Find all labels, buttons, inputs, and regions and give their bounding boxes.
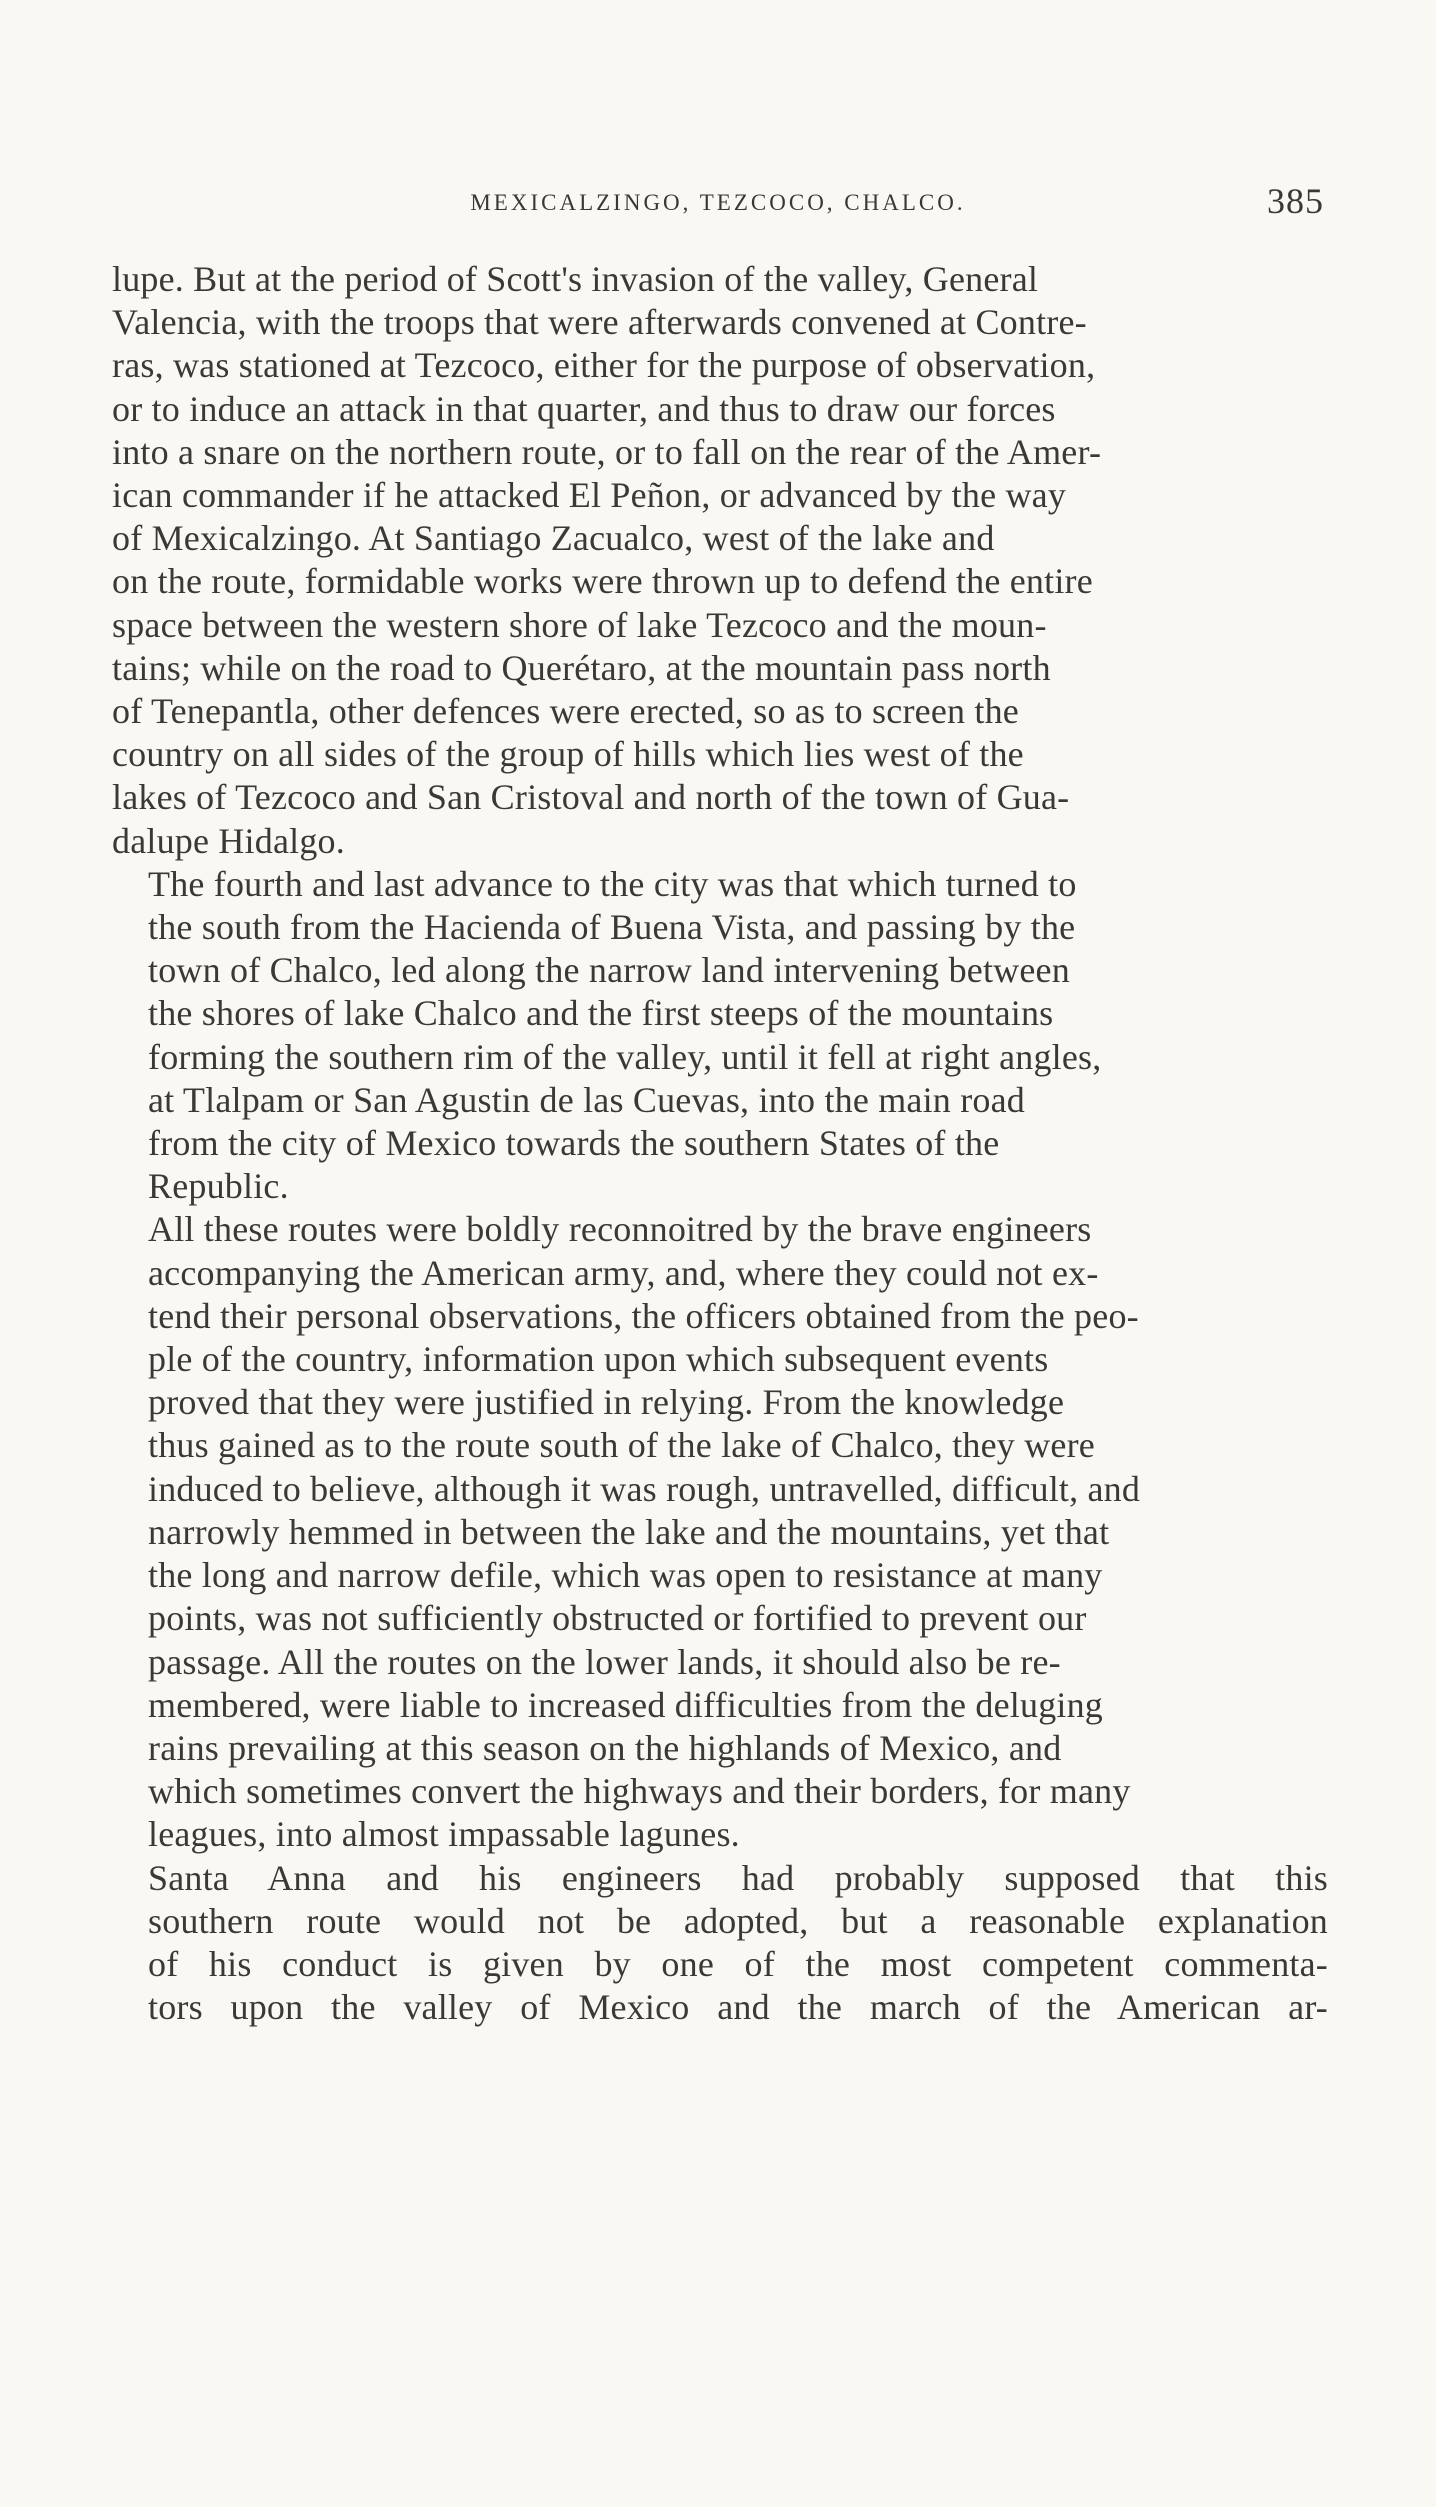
text-line: The fourth and last advance to the city was that which turned to [148,863,1077,904]
text-line: forming the southern rim of the valley, until it fell at right angles, [148,1036,1102,1077]
text-line: at Tlalpam or San Agustin de las Cuevas, into the main road [148,1079,1025,1120]
text-line: leagues, into almost impassable lagunes. [148,1814,740,1855]
text-line: dalupe Hidalgo. [112,820,345,861]
text-line: All these routes were boldly reconnoitred by the brave engineers [148,1209,1092,1250]
text-line: from the city of Mexico towards the southern States of the [148,1123,1000,1164]
text-line: tors upon the valley of Mexico and the march of the American ar- [148,1987,1328,2028]
text-line: passage. All the routes on the lower lands, it should also be re- [148,1641,1061,1682]
text-line: the south from the Hacienda of Buena Vista, and passing by the [148,907,1076,948]
text-line: country on all sides of the group of hills which lies west of the [112,734,1024,775]
text-line: points, was not sufficiently obstructed or fortified to prevent our [148,1598,1087,1639]
paragraph-routes-reconnoitred [112,1208,1328,1856]
text-line: tend their personal observations, the officers obtained from the peo- [148,1295,1139,1336]
text-line: narrowly hemmed in between the lake and the mountains, yet that [148,1511,1110,1552]
text-line: space between the western shore of lake Tezcoco and the moun- [112,604,1047,645]
text-line: or to induce an attack in that quarter, and thus to draw our forces [112,388,1056,429]
page-number: 385 [1267,181,1324,221]
text-line: rains prevailing at this season on the highlands of Mexico, and [148,1727,1062,1768]
body-text [112,258,1328,2029]
text-line: of his conduct is given by one of the most competent commenta- [148,1943,1328,1984]
text-line: of Mexicalzingo. At Santiago Zacualco, west of the lake and [112,518,995,559]
text-line: thus gained as to the route south of the lake of Chalco, they were [148,1425,1095,1466]
paragraph-fourth-advance [112,863,1328,1209]
text-line: induced to believe, although it was rough, untravelled, difficult, and [148,1468,1141,1509]
text-line: ple of the country, information upon which subsequent events [148,1339,1049,1380]
text-line: into a snare on the northern route, or to fall on the rear of the Amer- [112,431,1102,472]
text-line: ican commander if he attacked El Peñon, or advanced by the way [112,475,1067,516]
text-line: town of Chalco, led along the narrow land intervening between [148,950,1070,991]
text-line: proved that they were justified in relying. From the knowledge [148,1382,1065,1423]
running-head [112,180,1324,224]
paragraph-continued [112,258,1328,863]
text-line: the long and narrow defile, which was open to resistance at many [148,1555,1103,1596]
text-line: membered, were liable to increased difficulties from the deluging [148,1684,1103,1725]
text-line: the shores of lake Chalco and the first steeps of the mountains [148,993,1054,1034]
text-line: ras, was stationed at Tezcoco, either for the purpose of observation, [112,345,1096,386]
text-line: Santa Anna and his engineers had probably supposed that this [148,1857,1328,1898]
text-line: southern route would not be adopted, but a reasonable explanation [148,1900,1328,1941]
running-title: MEXICALZINGO, TEZCOCO, CHALCO. [470,190,966,215]
text-line: lakes of Tezcoco and San Cristoval and north of the town of Gua- [112,777,1070,818]
text-line: tains; while on the road to Querétaro, at the mountain pass north [112,647,1051,688]
text-line: which sometimes convert the highways and their borders, for many [148,1771,1131,1812]
text-line: Valencia, with the troops that were afterwards convened at Contre- [112,302,1087,343]
text-line: on the route, formidable works were thrown up to defend the entire [112,561,1093,602]
text-line: lupe. But at the period of Scott's invasion of the valley, General [112,259,1039,299]
text-line: of Tenepantla, other defences were erected, so as to screen the [112,691,1019,732]
text-line: Republic. [148,1166,289,1207]
text-line: accompanying the American army, and, where they could not ex- [148,1252,1099,1293]
paragraph-santa-anna [112,1857,1328,2030]
